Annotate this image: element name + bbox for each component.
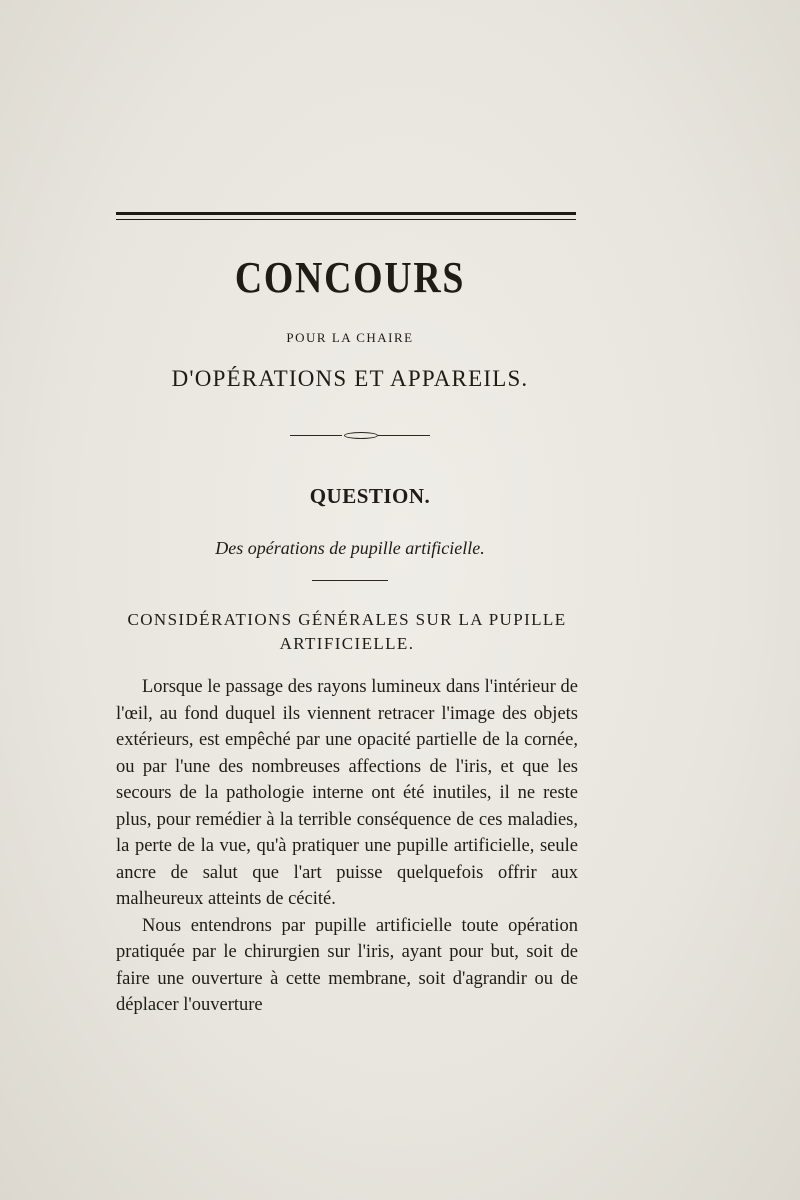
ornamental-divider xyxy=(290,434,430,438)
title-text: CONCOURS xyxy=(234,253,466,302)
section-heading-line-1: CONSIDÉRATIONS GÉNÉRALES SUR LA PUPILLE xyxy=(127,610,567,629)
subtitle-text: POUR LA CHAIRE xyxy=(286,330,414,345)
paragraph-1: Lorsque le passage des rayons lumineux dans l'intérieur de l'œil, au fond duquel ils viennent retracer l'image des objets extérieurs, est empêché par une opacité partielle de la cornée, ou par l'une des nombreuses affections de l'iris, et que les secours de la pathologie interne ont été inutiles, il ne reste plus, pour remédier à la terrible conséquence de ces maladies, la perte de la vue, qu'à pratiquer une pupille artificielle, seule ancre de salut que l'art puisse quelquefois offrir aux malheureux atteints de cécité. xyxy=(116,677,578,909)
question-text: Des opérations de pupille artificielle. xyxy=(215,538,485,558)
page-title xyxy=(49,252,651,303)
ornament-line-right xyxy=(378,435,430,436)
question-label: QUESTION. xyxy=(309,484,431,508)
page-subtitle xyxy=(0,330,700,346)
paragraph-2: Nous entendrons par pupille artificielle toute opération pratiquée par le chirurgien sur l'iris, ayant pour but, soit de faire une ouverture à cette membrane, soit d'agrandir ou de déplacer l'ouverture xyxy=(116,915,578,1015)
top-double-rule xyxy=(116,212,576,220)
body-text xyxy=(116,674,578,1019)
section-heading xyxy=(116,608,578,656)
chair-heading-text: D'OPÉRATIONS ET APPAREILS. xyxy=(171,366,529,391)
ornament-line-left xyxy=(290,435,342,436)
short-divider xyxy=(312,580,388,581)
section-heading-line-2: ARTIFICIELLE. xyxy=(279,634,415,653)
ornament-center xyxy=(344,432,378,439)
chair-heading xyxy=(0,366,700,392)
